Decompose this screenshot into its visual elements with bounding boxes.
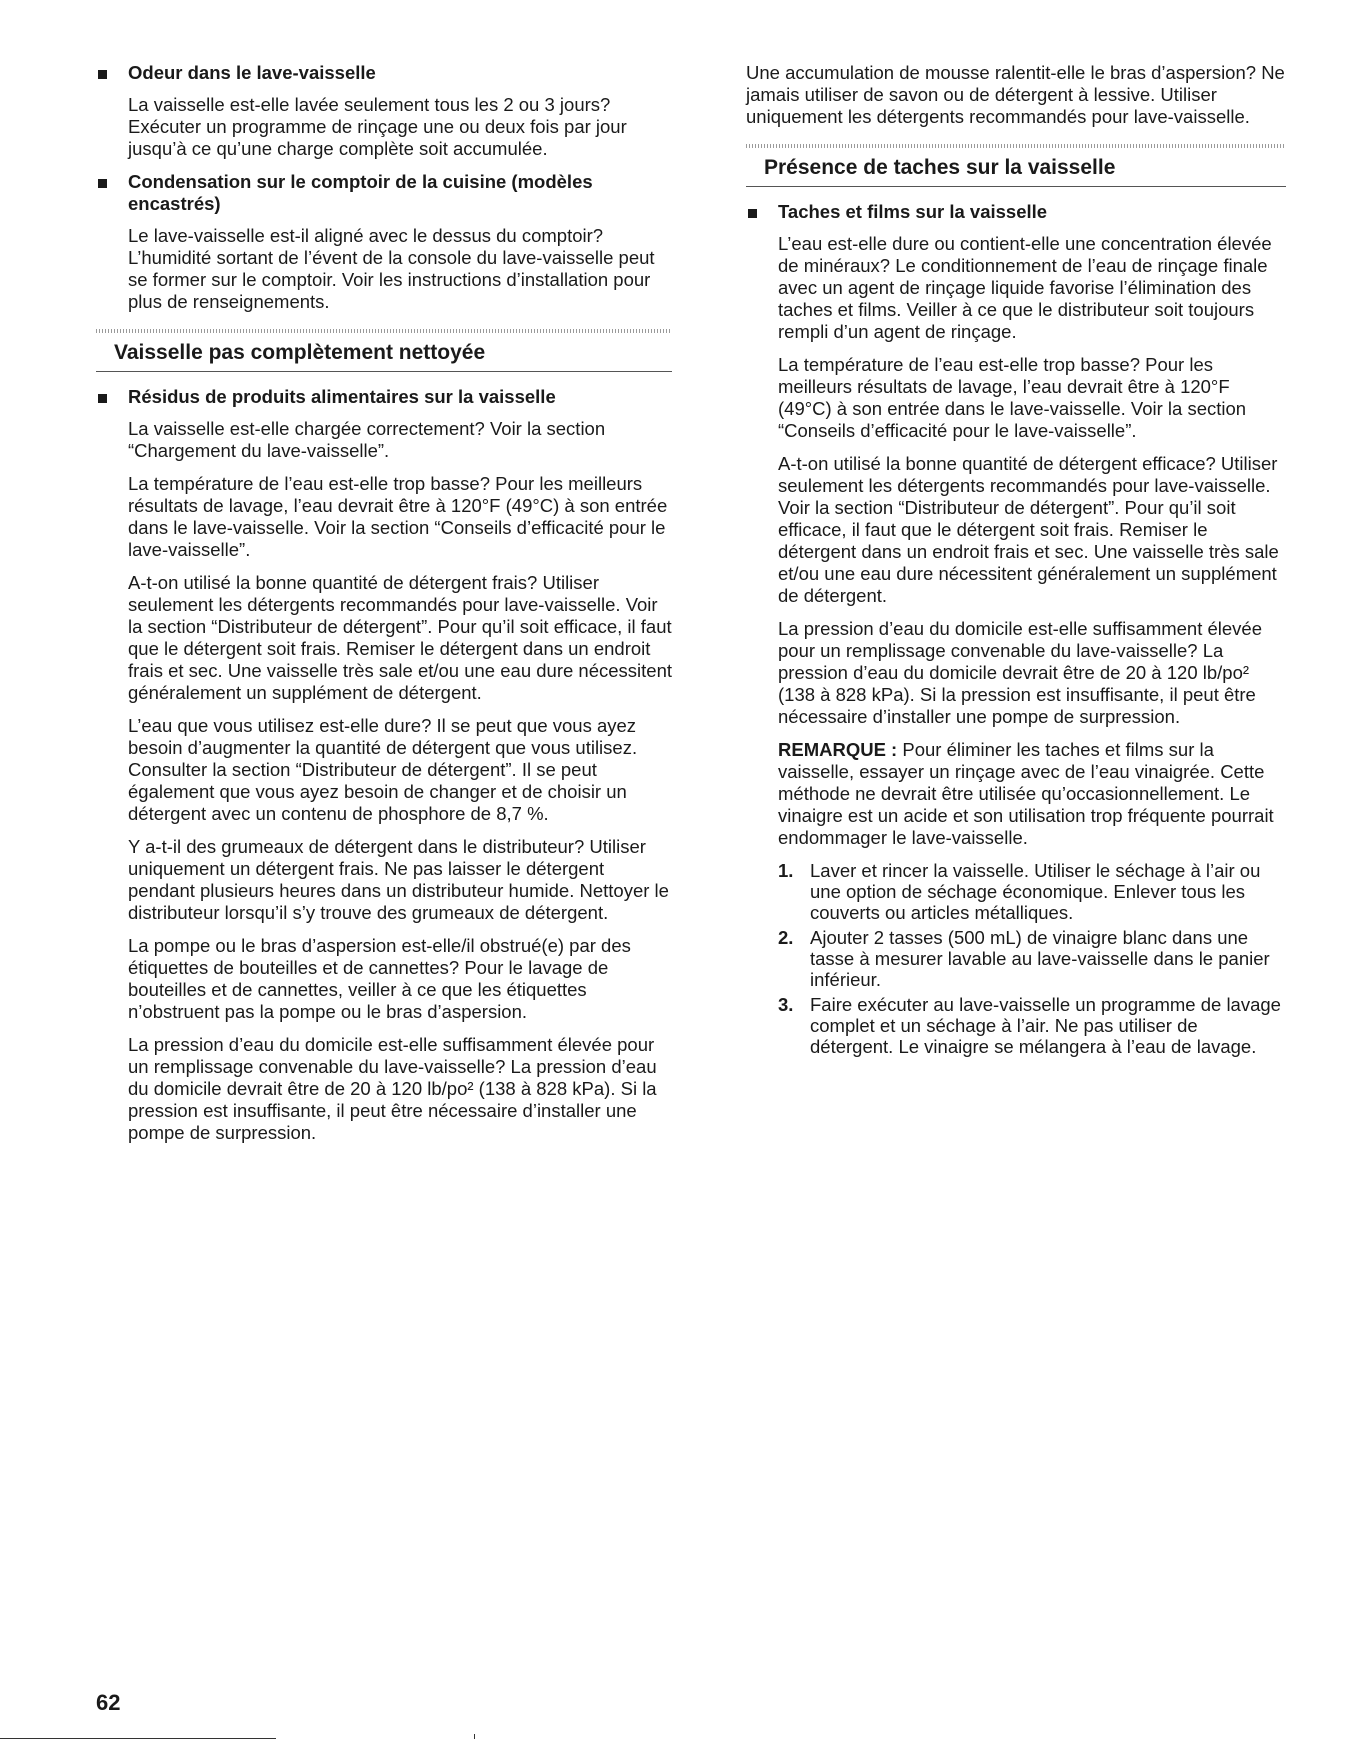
section-title: Vaisselle pas complètement nettoyée	[96, 333, 672, 372]
steps-list	[778, 860, 1286, 1057]
paragraph: La température de l’eau est-elle trop basse? Pour les meilleurs résultats de lavage, l’eau devrait être à 120°F (49°C) à son entrée dans le lave-vaisselle. Voir la section “Conseils d’efficacité pour le lave-vaisselle”.	[128, 473, 668, 560]
section-heading	[96, 329, 672, 372]
step-text: Faire exécuter au lave-vaisselle un programme de lavage complet et un séchage à l’air. Ne pas utiliser de détergent. Le vinaigre se mélangera à l’eau de lavage.	[810, 994, 1281, 1057]
paragraph: La pompe ou le bras d’aspersion est-elle/il obstrué(e) par des étiquettes de bouteilles et de cannettes? Pour le lavage de bouteilles et de cannettes, veiller à ce que les étiquettes n’obstruent pas la pompe ou le bras d’aspersion.	[128, 935, 631, 1022]
paragraph: La température de l’eau est-elle trop basse? Pour les meilleurs résultats de lavage, l’eau devrait être à 120°F (49°C) à son entrée dans le lave-vaisselle. Voir la section “Conseils d’efficacité pour le lave-vaisselle”.	[778, 354, 1247, 441]
paragraph: La vaisselle est-elle chargée correctement? Voir la section “Chargement du lave-vaisselle”.	[128, 418, 606, 461]
bullet-heading: Condensation sur le comptoir de la cuisine (modèles encastrés)	[128, 171, 593, 214]
footer-tick	[474, 1734, 475, 1739]
step-item	[778, 994, 1286, 1057]
step-number: 1.	[778, 860, 794, 881]
page-number: 62	[96, 1690, 121, 1715]
section-heading	[746, 144, 1286, 187]
bullet-condensation	[96, 171, 672, 215]
note-paragraph	[778, 739, 1286, 849]
step-text: Laver et rincer la vaisselle. Utiliser le séchage à l’air ou une option de séchage économique. Enlever tous les couverts ou articles métalliques.	[810, 860, 1261, 923]
left-column	[96, 62, 672, 1155]
paragraph: Y a-t-il des grumeaux de détergent dans le distributeur? Utiliser uniquement un détergent frais. Ne pas laisser le détergent pendant plusieurs heures dans un distributeur humide. Nettoyer le distributeur lorsqu’il s’y trouve des grumeaux de détergent.	[128, 836, 669, 923]
section-title: Présence de taches sur la vaisselle	[746, 148, 1286, 187]
step-item	[778, 927, 1286, 990]
step-number: 2.	[778, 927, 794, 948]
paragraph: La pression d’eau du domicile est-elle suffisamment élevée pour un remplissage convenable du lave-vaisselle? La pression d’eau du domicile devrait être de 20 à 120 lb/po² (138 à 828 kPa). Si la pression est insuffisante, il peut être nécessaire d’installer une pompe de surpression.	[778, 618, 1263, 727]
bullet-residus	[96, 386, 672, 408]
bullet-odeur	[96, 62, 672, 84]
paragraph: A-t-on utilisé la bonne quantité de détergent efficace? Utiliser seulement les détergents recommandés pour lave-vaisselle. Voir la section “Distributeur de détergent”. Pour qu’il soit efficace, il faut que le détergent soit frais. Remiser le détergent dans un endroit frais et sec. Une vaisselle très sale et/ou une eau dure nécessitent généralement un supplément de détergent.	[778, 453, 1279, 606]
bullet-heading: Taches et films sur la vaisselle	[778, 201, 1048, 222]
note-text: Pour éliminer les taches et films sur la vaisselle, essayer un rinçage avec de l’eau vinaigrée. Cette méthode ne devrait être utilisée qu’occasionnellement. Le vinaigre est un acide et son utilisation trop fréquente pourrait endommager le lave-vaisselle.	[778, 739, 1274, 848]
right-column	[746, 62, 1286, 1061]
step-text: Ajouter 2 tasses (500 mL) de vinaigre blanc dans une tasse à mesurer lavable au lave-vaisselle dans le panier inférieur.	[810, 927, 1270, 990]
step-number: 3.	[778, 994, 794, 1015]
paragraph: La vaisselle est-elle lavée seulement tous les 2 ou 3 jours? Exécuter un programme de rinçage une ou deux fois par jour jusqu’à ce qu’une charge complète soit accumulée.	[128, 94, 627, 159]
paragraph: L’eau que vous utilisez est-elle dure? Il se peut que vous ayez besoin d’augmenter la quantité de détergent que vous utilisez. Consulter la section “Distributeur de détergent”. Il se peut également que vous ayez besoin de changer et de choisir un détergent avec un contenu de phosphore de 8,7 %.	[128, 715, 638, 824]
bullet-heading: Odeur dans le lave-vaisselle	[128, 62, 376, 83]
paragraph: A-t-on utilisé la bonne quantité de détergent frais? Utiliser seulement les détergents recommandés pour lave-vaisselle. Voir la section “Distributeur de détergent”. Pour qu’il soit efficace, il faut que le détergent soit frais. Remiser le détergent dans un endroit frais et sec. Une vaisselle très sale et/ou une eau dure nécessitent généralement un supplément de détergent.	[128, 572, 672, 703]
bullet-heading: Résidus de produits alimentaires sur la vaisselle	[128, 386, 556, 407]
paragraph: Une accumulation de mousse ralentit-elle le bras d’aspersion? Ne jamais utiliser de savon ou de détergent à lessive. Utiliser uniquement les détergents recommandés pour lave-vaisselle.	[746, 62, 1285, 127]
bullet-taches	[746, 201, 1286, 223]
paragraph: La pression d’eau du domicile est-elle suffisamment élevée pour un remplissage convenable du lave-vaisselle? La pression d’eau du domicile devrait être de 20 à 120 lb/po² (138 à 828 kPa). Si la pression est insuffisante, il peut être nécessaire d’installer une pompe de surpression.	[128, 1034, 657, 1143]
paragraph: L’eau est-elle dure ou contient-elle une concentration élevée de minéraux? Le conditionnement de l’eau de rinçage finale avec un agent de rinçage liquide favorise l’élimination des taches et films. Veiller à ce que le distributeur soit toujours rempli d’un agent de rinçage.	[778, 233, 1272, 342]
note-label: REMARQUE :	[778, 739, 898, 760]
paragraph: Le lave-vaisselle est-il aligné avec le dessus du comptoir? L’humidité sortant de l’évent de la console du lave-vaisselle peut se former sur le comptoir. Voir les instructions d’installation pour plus de renseignements.	[128, 225, 655, 312]
footer-rule	[0, 1738, 276, 1739]
step-item	[778, 860, 1286, 923]
